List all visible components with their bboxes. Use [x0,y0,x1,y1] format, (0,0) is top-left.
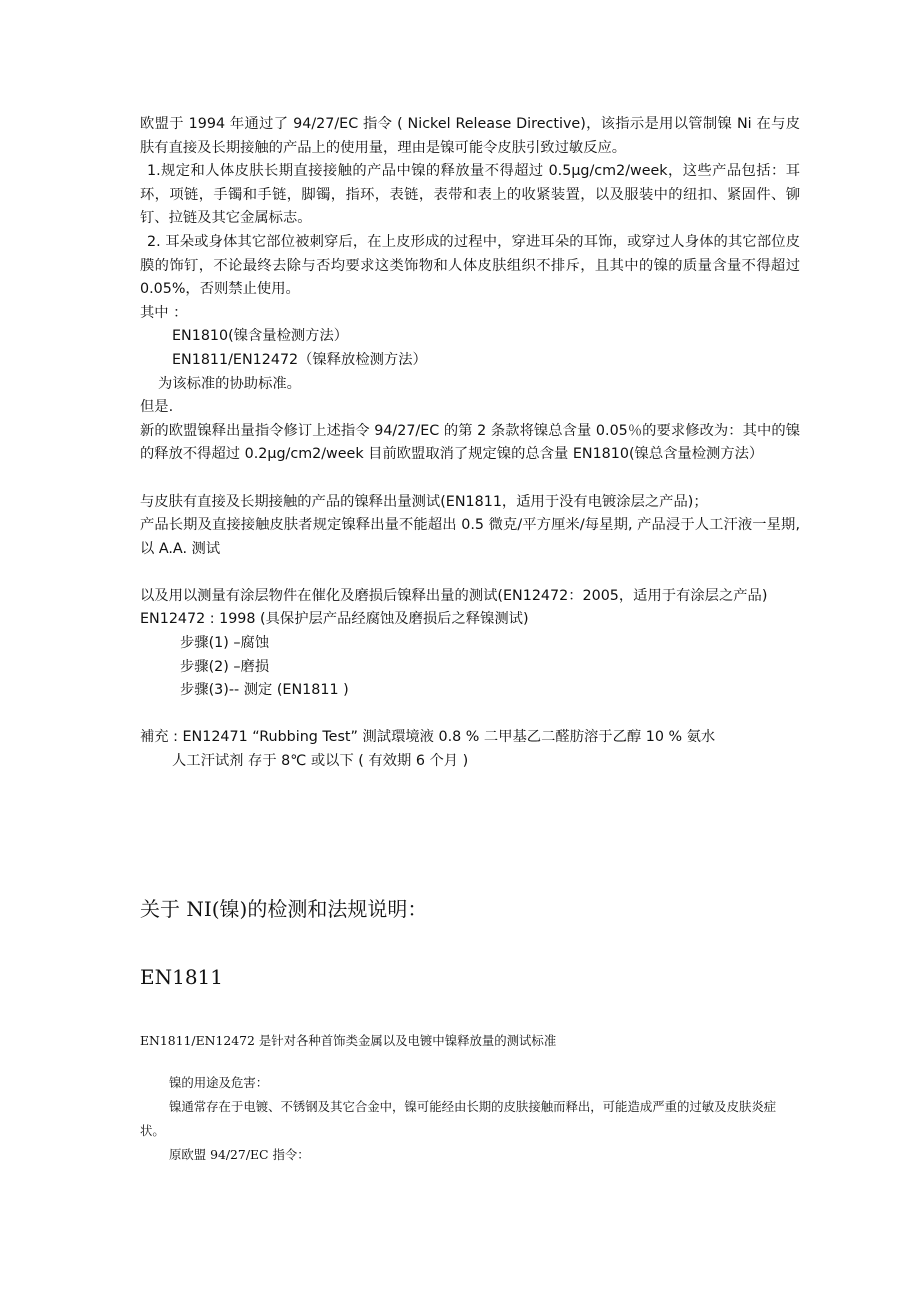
en12472-test-paragraph: 以及用以测量有涂层物件在催化及磨损后镍释出量的测试(EN12472：2005，适用于有涂层之产品) [140,587,768,604]
intro-paragraph: 欧盟于 1994 年通过了 94/27/EC 指令 ( Nickel Release Directive)，该指示是用以管制镍 Ni 在与皮肤有直接及长期接触的产品上的使用量，理由是镍可能令皮肤引致过敏反应。 [140,116,800,156]
among-label: 其中 ： [140,304,188,321]
en1811-test-paragraph: 与皮肤有直接及长期接触的产品的镍释出量测试(EN1811，适用于没有电镀涂层之产品)； [140,493,708,510]
en1811-heading: EN1811 [140,965,223,989]
main-heading: 关于 NI(镍)的检测和法规说明： [140,897,428,921]
release-limit-paragraph: 产品长期及直接接触皮肤者规定镍释出量不能超出 0.5 微克/平方厘米/每星期, 产品浸于人工汗液一星期, 以 A.A. 测试 [140,517,800,557]
en1811-line: EN1811/EN12472（镍释放检测方法） [172,351,427,368]
nickel-usage-title: 镍的用途及危害： [169,1075,269,1090]
standard-description: EN1811/EN12472 是针对各种首饰类金属以及电镀中镍释放量的测试标准 [140,1033,557,1048]
step-3-line: 步骤(3)-- 测定 (EN1811 ) [180,682,349,699]
sweat-reagent-line: 人工汗试剂 存于 8℃ 或以下 ( 有效期 6 个月 ) [172,753,469,770]
nickel-hazard-paragraph: 镍通常存在于电镀、不锈钢及其它合金中，镍可能经由长期的皮肤接触而释出，可能造成严重的过敏及皮肤炎症状。 [140,1099,777,1138]
step-2-line: 步骤(2) –磨损 [180,658,270,675]
supplement-paragraph: 補充 : EN12471 “Rubbing Test” 測試環境液 0.8 % 二甲基乙二醛肪溶于乙醇 10 % 氨水 [140,729,716,746]
original-directive-line: 原欧盟 94/27/EC 指令： [169,1147,310,1162]
en1810-line: EN1810(镍含量检测方法） [172,328,349,345]
spacer [140,1053,800,1071]
rule-2-paragraph: 2. 耳朵或身体其它部位被刺穿后，在上皮形成的过程中，穿进耳朵的耳饰，或穿过人身体的其它部位皮膜的饰钉，不论最终去除与否均要求这类饰物和人体皮肤组织不排斥，且其中的镍的质量含量不得超过 0.05%，否则禁止使用。 [140,233,800,298]
spacer [140,703,800,727]
step-1-line: 步骤(1) –腐蚀 [180,635,270,652]
en1811-section [140,1029,800,1167]
rule-1-paragraph: 1.规定和人体皮肤长期直接接触的产品中镍的释放量不得超过 0.5μg/cm2/week，这些产品包括：耳环，项链，手镯和手链，脚镯，指环，表链，表带和表上的收紧装置，以及服装中的纽扣、紧固件、铆钉、拉链及其它金属标志。 [140,163,800,227]
spacer [140,467,800,491]
en12472-1998-line: EN12472 : 1998 (具保护层产品经腐蚀及磨损后之释镍测试) [140,611,529,628]
spacer [140,561,800,585]
supporting-standard-line: 为该标准的协助标准。 [158,375,301,392]
regulation-section [140,113,800,774]
however-line: 但是. [140,399,174,416]
new-directive-paragraph: 新的欧盟镍释出量指令修订上述指令 94/27/EC 的第 2 条款将镍总含量 0.05％的要求修改为：其中的镍的释放不得超过 0.2μg/cm2/week 目前欧盟取消了规定镍的总含量 EN1810(镍总含量检测方法） [140,422,800,463]
